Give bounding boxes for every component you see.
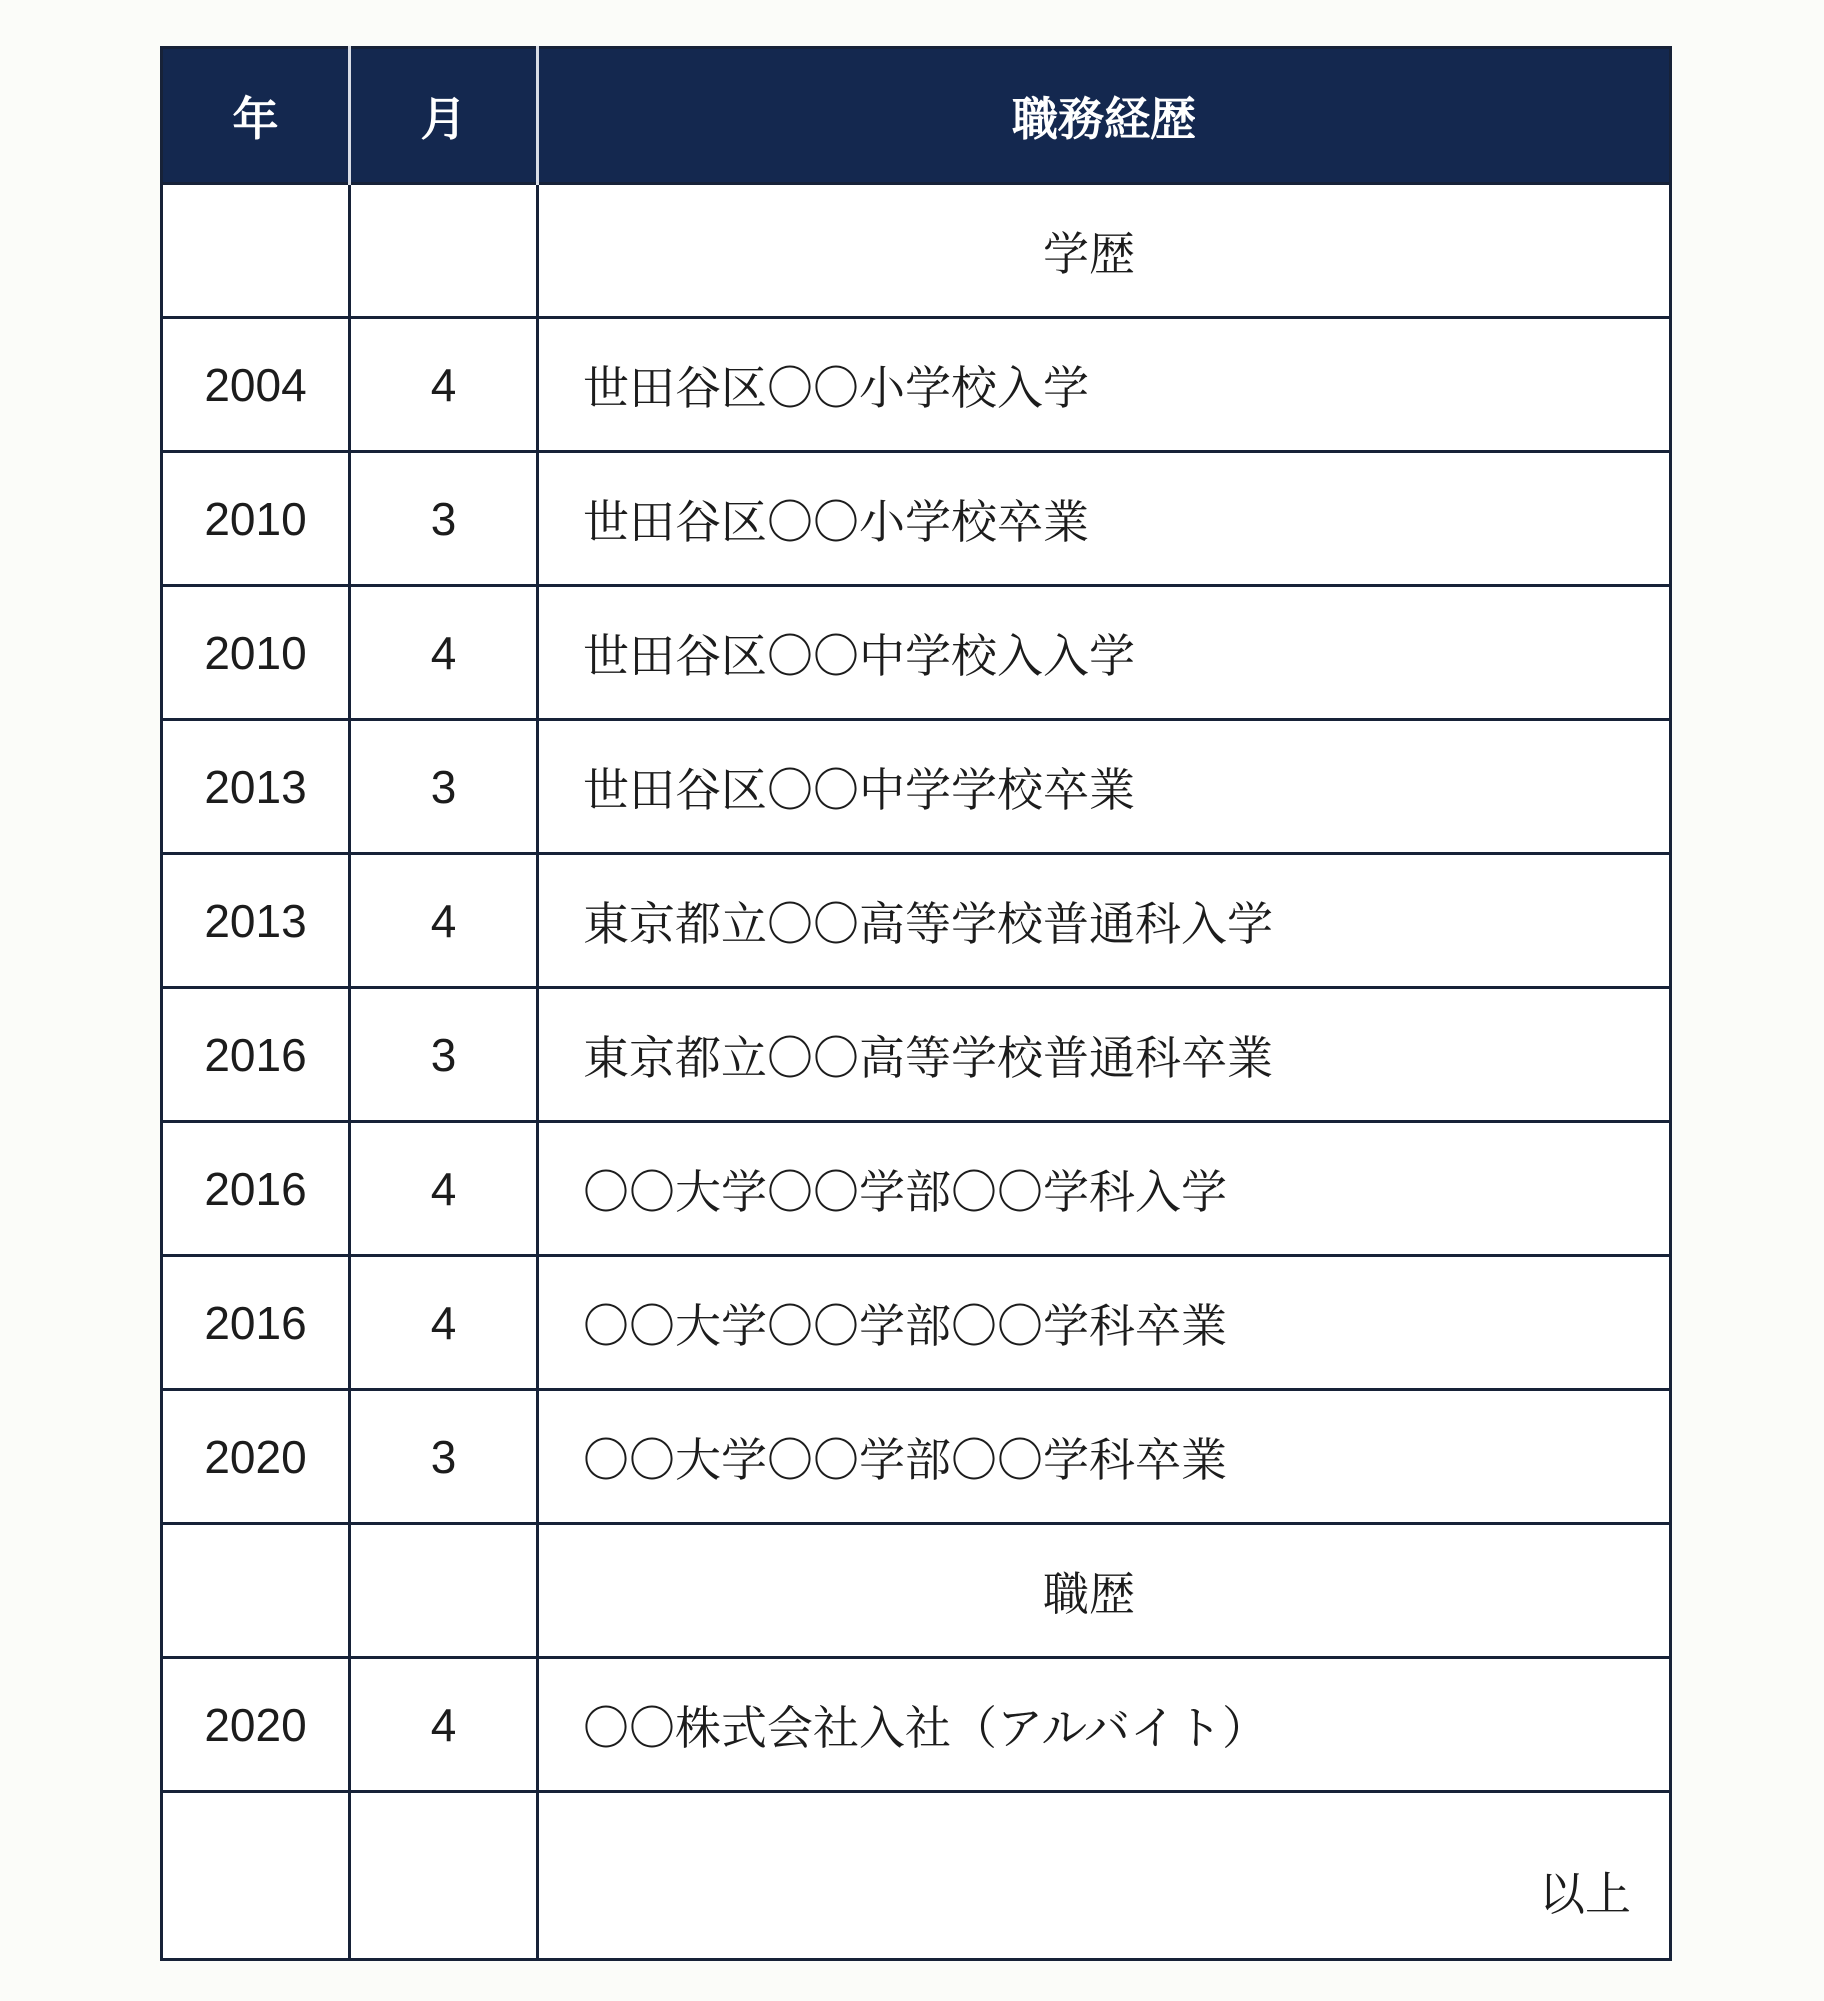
education-heading: 学歴 — [538, 184, 1671, 318]
year-cell: 2016 — [162, 1122, 350, 1256]
table-row — [162, 1256, 1671, 1390]
month-cell: 3 — [350, 720, 538, 854]
detail-cell: 世田谷区〇〇中学学校卒業 — [538, 720, 1671, 854]
table-row — [162, 720, 1671, 854]
year-cell: 2020 — [162, 1390, 350, 1524]
month-cell: 3 — [350, 988, 538, 1122]
detail-cell: 〇〇大学〇〇学部〇〇学科卒業 — [538, 1390, 1671, 1524]
table-row — [162, 1390, 1671, 1524]
table-row — [162, 1658, 1671, 1792]
month-cell: 4 — [350, 1658, 538, 1792]
month-cell: 4 — [350, 854, 538, 988]
month-cell: 3 — [350, 1390, 538, 1524]
month-cell: 4 — [350, 586, 538, 720]
empty-year-cell — [162, 1524, 350, 1658]
table-row — [162, 586, 1671, 720]
detail-cell: 〇〇大学〇〇学部〇〇学科卒業 — [538, 1256, 1671, 1390]
empty-month-cell — [350, 1524, 538, 1658]
empty-month-cell — [350, 184, 538, 318]
closing-text: 以上 — [538, 1792, 1671, 1960]
work-heading: 職歴 — [538, 1524, 1671, 1658]
detail-cell: 〇〇大学〇〇学部〇〇学科入学 — [538, 1122, 1671, 1256]
table-row — [162, 854, 1671, 988]
year-cell: 2013 — [162, 720, 350, 854]
month-cell: 4 — [350, 1122, 538, 1256]
year-cell: 2010 — [162, 586, 350, 720]
year-cell: 2004 — [162, 318, 350, 452]
table-row — [162, 1122, 1671, 1256]
year-cell: 2016 — [162, 988, 350, 1122]
table-row — [162, 988, 1671, 1122]
table-row — [162, 318, 1671, 452]
year-cell: 2020 — [162, 1658, 350, 1792]
header-detail: 職務経歴 — [538, 48, 1671, 184]
year-cell: 2010 — [162, 452, 350, 586]
detail-cell: 世田谷区〇〇小学校卒業 — [538, 452, 1671, 586]
empty-month-cell — [350, 1792, 538, 1960]
detail-cell: 東京都立〇〇高等学校普通科入学 — [538, 854, 1671, 988]
detail-cell: 東京都立〇〇高等学校普通科卒業 — [538, 988, 1671, 1122]
table-row — [162, 452, 1671, 586]
education-heading-row — [162, 184, 1671, 318]
empty-year-cell — [162, 1792, 350, 1960]
work-heading-row — [162, 1524, 1671, 1658]
month-cell: 3 — [350, 452, 538, 586]
header-year: 年 — [162, 48, 350, 184]
year-cell: 2016 — [162, 1256, 350, 1390]
history-table — [160, 46, 1672, 1961]
month-cell: 4 — [350, 1256, 538, 1390]
detail-cell: 〇〇株式会社入社（アルバイト） — [538, 1658, 1671, 1792]
empty-year-cell — [162, 184, 350, 318]
month-cell: 4 — [350, 318, 538, 452]
header-row — [162, 48, 1671, 184]
detail-cell: 世田谷区〇〇小学校入学 — [538, 318, 1671, 452]
header-month: 月 — [350, 48, 538, 184]
year-cell: 2013 — [162, 854, 350, 988]
closing-row — [162, 1792, 1671, 1960]
detail-cell: 世田谷区〇〇中学校入入学 — [538, 586, 1671, 720]
